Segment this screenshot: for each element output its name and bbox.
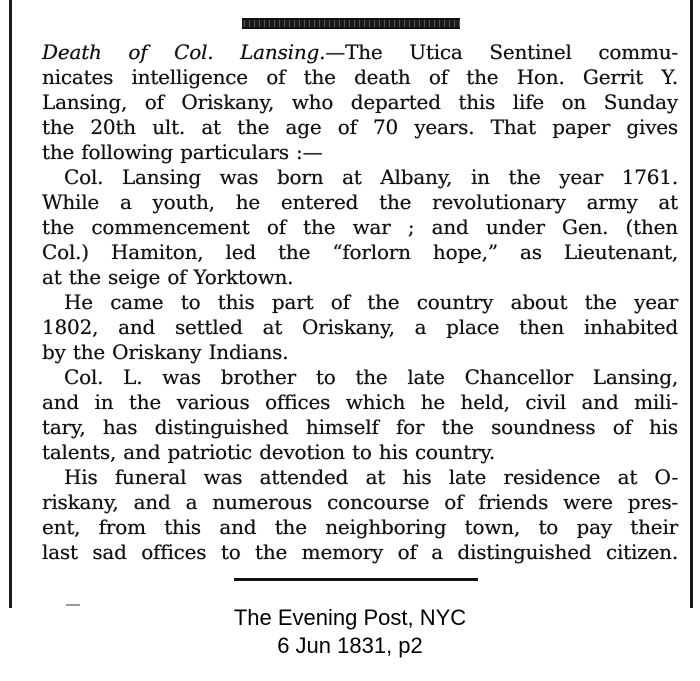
article-line: the commencement of the war ; and under Gen. (then <box>42 215 678 239</box>
column-rule-right <box>690 0 693 608</box>
obituary-article <box>42 40 678 565</box>
article-line: He came to this part of the country about the year <box>64 290 678 314</box>
article-line: last sad offices to the memory of a distinguished citizen. <box>42 540 678 564</box>
article-line: riskany, and a numerous concourse of friends were pres- <box>42 490 678 514</box>
article-text: —The Utica Sentinel commu- <box>325 40 678 64</box>
footer-rule <box>234 578 478 581</box>
caption-date: 6 Jun 1831, p2 <box>277 633 423 658</box>
article-line: Col.) Hamiton, led the “forlorn hope,” as Lieutenant, <box>42 240 678 264</box>
caption-publication: The Evening Post, NYC <box>233 605 467 630</box>
column-rule-left <box>9 0 12 608</box>
article-line <box>42 40 678 65</box>
article-line: by the Oriskany Indians. <box>42 340 289 364</box>
source-caption <box>0 604 700 660</box>
article-line: While a youth, he entered the revolutionary army at <box>42 190 678 214</box>
article-title: Death of Col. Lansing. <box>42 40 326 64</box>
article-line: 1802, and settled at Oriskany, a place then inhabited <box>42 315 678 339</box>
article-line: Col. Lansing was born at Albany, in the year 1761. <box>64 165 678 189</box>
article-line: and in the various offices which he held, civil and mili- <box>42 390 678 414</box>
article-line: tary, has distinguished himself for the soundness of his <box>42 415 678 439</box>
article-line: Col. L. was brother to the late Chancellor Lansing, <box>64 365 678 389</box>
article-line: nicates intelligence of the death of the Hon. Gerrit Y. <box>42 65 678 89</box>
article-line: Lansing, of Oriskany, who departed this life on Sunday <box>42 90 678 114</box>
article-line: the following particulars :— <box>42 140 323 164</box>
article-line: the 20th ult. at the age of 70 years. That paper gives <box>42 115 678 139</box>
article-line: talents, and patriotic devotion to his country. <box>42 440 496 464</box>
article-line: His funeral was attended at his late residence at O- <box>64 465 678 489</box>
header-ornament <box>242 18 460 29</box>
article-line: at the seige of Yorktown. <box>42 265 294 289</box>
article-line: ent, from this and the neighboring town, to pay their <box>42 515 678 539</box>
